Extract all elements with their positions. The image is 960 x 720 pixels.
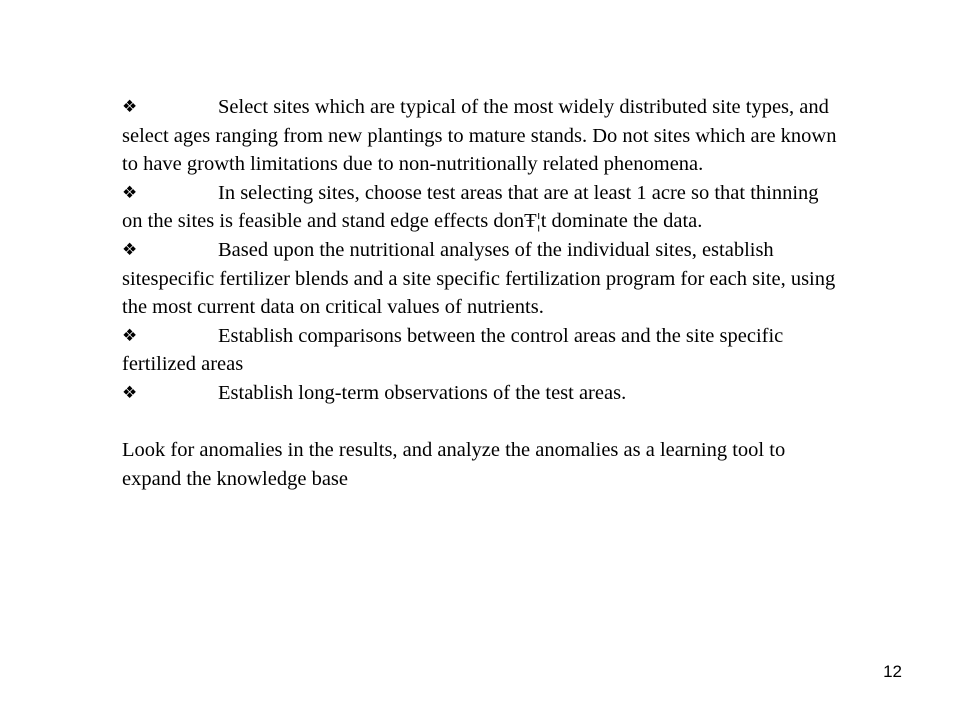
bullet-text: Establish comparisons between the control areas and the site specific fertilized areas <box>122 324 784 376</box>
diamond-bullet-icon: ❖ <box>122 382 138 403</box>
closing-paragraph: Look for anomalies in the results, and analyze the anomalies as a learning tool to expand the knowledge base <box>122 439 786 490</box>
bullet-text: Establish long-term observations of the test areas. <box>218 381 627 404</box>
slide-body <box>122 93 842 493</box>
diamond-bullet-icon: ❖ <box>122 97 138 117</box>
bullet-text: Based upon the nutritional analyses of the individual sites, establish sitespecific fertilizer blends and a site specific fertilization program for each site, using the most current data on critical values of nutrients. <box>122 238 836 319</box>
bullet-item <box>122 322 842 379</box>
bullet-item <box>122 93 842 179</box>
bullet-item <box>122 179 842 236</box>
bullet-text: Select sites which are typical of the most widely distributed site types, and select ages ranging from new plantings to mature stands. Do not sites which are known to have growth limitations due to non-nutritionally related phenomena. <box>122 96 837 176</box>
paragraph-spacer <box>122 408 842 437</box>
diamond-bullet-icon: ❖ <box>122 325 138 346</box>
bullet-text: In selecting sites, choose test areas that are at least 1 acre so that thinning on the sites is feasible and stand edge effects donŦ¦t dominate the data. <box>122 181 819 233</box>
diamond-bullet-icon: ❖ <box>122 239 138 260</box>
page-number: 12 <box>883 662 902 681</box>
bullet-item <box>122 379 842 408</box>
diamond-bullet-icon: ❖ <box>122 182 138 203</box>
bullet-item <box>122 236 842 322</box>
